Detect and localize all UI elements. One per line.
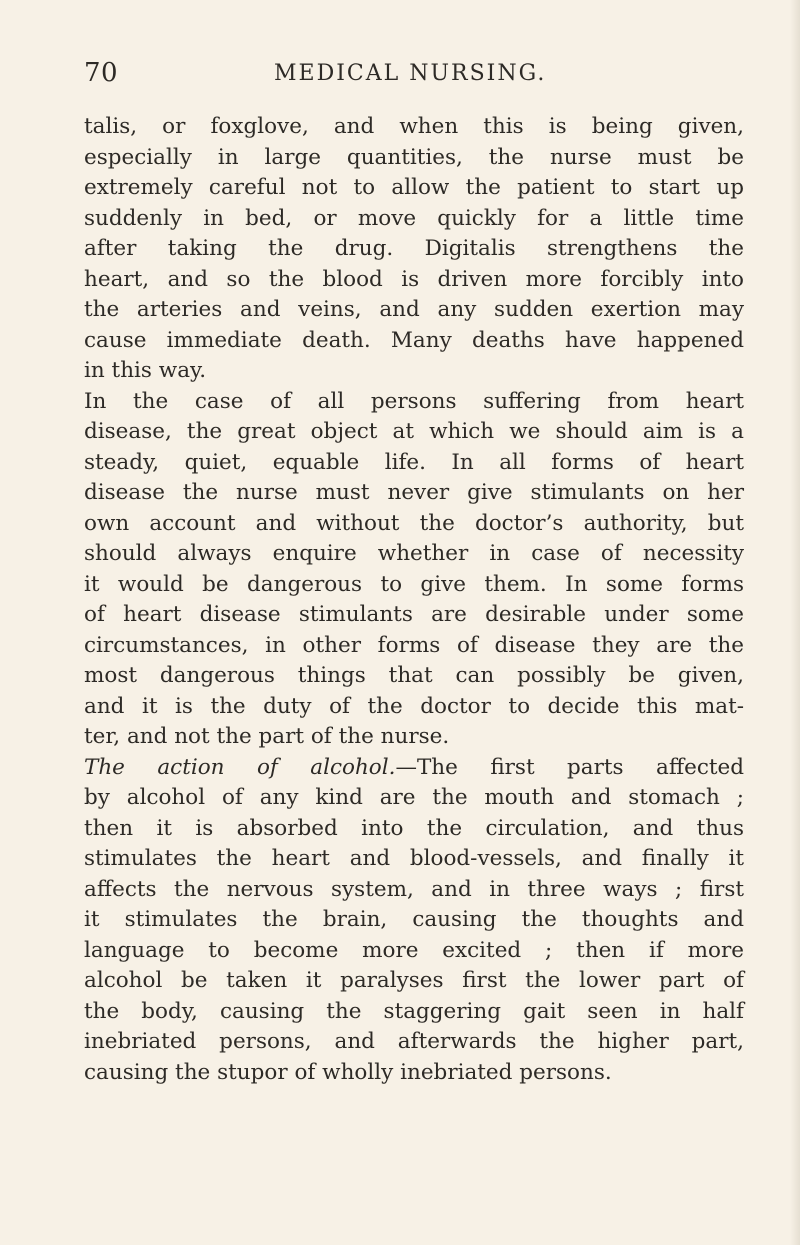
text-line: it stimulates the brain, causing the thoughts and xyxy=(84,907,744,932)
text-line: extremely careful not to allow the patient to start up xyxy=(84,175,744,200)
text-line: in this way. xyxy=(84,358,207,383)
page-number: 70 xyxy=(84,58,119,88)
text-line: disease the nurse must never give stimulants on her xyxy=(84,480,744,505)
text-line: the arteries and veins, and any sudden exertion may xyxy=(84,297,744,322)
text-line: heart, and so the blood is driven more forcibly into xyxy=(84,266,744,292)
text-line: cause immediate death. Many deaths have happened xyxy=(84,327,744,353)
text-line: and it is the duty of the doctor to decide this mat- xyxy=(84,693,744,719)
text-line: ter, and not the part of the nurse. xyxy=(84,724,450,749)
text-line: language to become more excited ; then if more xyxy=(84,937,744,963)
section-heading-continuation: —The first parts affected xyxy=(395,754,744,780)
text-line: circumstances, in other forms of disease they are the xyxy=(84,632,744,658)
running-head xyxy=(84,58,744,92)
body-text xyxy=(84,112,744,1088)
text-line: after taking the drug. Digitalis strengthens the xyxy=(84,236,744,261)
text-line: suddenly in bed, or move quickly for a little time xyxy=(84,205,744,231)
text-line: disease, the great object at which we should aim is a xyxy=(84,419,744,444)
text-line: stimulates the heart and blood-vessels, and finally it xyxy=(84,846,744,871)
text-line: it would be dangerous to give them. In some forms xyxy=(84,571,744,597)
text-line: In the case of all persons suffering from heart xyxy=(84,388,744,414)
text-line: own account and without the doctor’s authority, but xyxy=(84,510,744,536)
text-line: of heart disease stimulants are desirable under some xyxy=(84,602,744,627)
text-line: by alcohol of any kind are the mouth and stomach ; xyxy=(84,785,744,810)
page-edge-shadow xyxy=(790,0,800,1245)
text-line: talis, or foxglove, and when this is being given, xyxy=(84,114,744,139)
section-heading-line xyxy=(84,753,744,784)
text-line: alcohol be taken it paralyses first the lower part of xyxy=(84,968,744,993)
text-line: inebriated persons, and afterwards the higher part, xyxy=(84,1029,744,1054)
text-line: the body, causing the staggering gait seen in half xyxy=(84,998,744,1024)
section-heading: The action of alcohol. xyxy=(84,754,396,780)
text-line: then it is absorbed into the circulation, and thus xyxy=(84,815,744,841)
running-title: MEDICAL NURSING. xyxy=(274,61,547,86)
text-line: steady, quiet, equable life. In all forms of heart xyxy=(84,449,744,475)
text-line: affects the nervous system, and in three ways ; first xyxy=(84,876,744,902)
text-line: especially in large quantities, the nurse must be xyxy=(84,144,744,170)
text-line: causing the stupor of wholly inebriated persons. xyxy=(84,1059,612,1085)
text-line: should always enquire whether in case of necessity xyxy=(84,541,744,566)
text-line: most dangerous things that can possibly be given, xyxy=(84,663,744,688)
